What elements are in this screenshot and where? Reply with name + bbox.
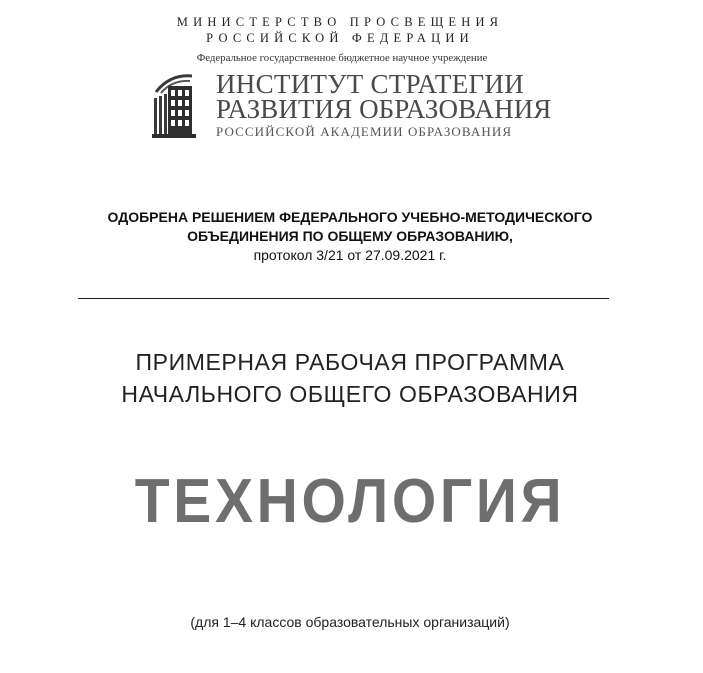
institute-name-line1: ИНСТИТУТ СТРАТЕГИИ <box>216 69 525 99</box>
program-title-line1: ПРИМЕРНАЯ РАБОЧАЯ ПРОГРАММА <box>135 349 565 375</box>
program-title-line2: НАЧАЛЬНОГО ОБЩЕГО ОБРАЗОВАНИЯ <box>121 381 579 407</box>
ministry-name-line2: РОССИЙСКОЙ ФЕДЕРАЦИИ <box>206 31 474 45</box>
institute-name-line3: РОССИЙСКОЙ АКАДЕМИИ ОБРАЗОВАНИЯ <box>216 124 513 139</box>
institute-building-logo-icon <box>152 72 210 140</box>
institution-type: Федеральное государственное бюджетное научное учреждение <box>196 52 488 64</box>
protocol-line: протокол 3/21 от 27.09.2021 г. <box>253 247 447 263</box>
subject-title: ТЕХНОЛОГИЯ <box>134 467 566 536</box>
program-title <box>40 346 660 410</box>
approval-line1: ОДОБРЕНА РЕШЕНИЕМ ФЕДЕРАЛЬНОГО УЧЕБНО-МЕТОДИЧЕСКОГО <box>107 209 593 225</box>
approval-line2: ОБЪЕДИНЕНИЯ ПО ОБЩЕМУ ОБРАЗОВАНИЮ, <box>187 228 513 244</box>
document-header <box>0 0 703 150</box>
approval-block <box>40 208 660 265</box>
institute-name-line2: РАЗВИТИЯ ОБРАЗОВАНИЯ <box>216 94 552 124</box>
ministry-name-line1: МИНИСТЕРСТВО ПРОСВЕЩЕНИЯ <box>176 15 504 29</box>
grades-note: (для 1–4 классов образовательных организаций) <box>190 614 510 630</box>
divider-line <box>78 298 609 299</box>
